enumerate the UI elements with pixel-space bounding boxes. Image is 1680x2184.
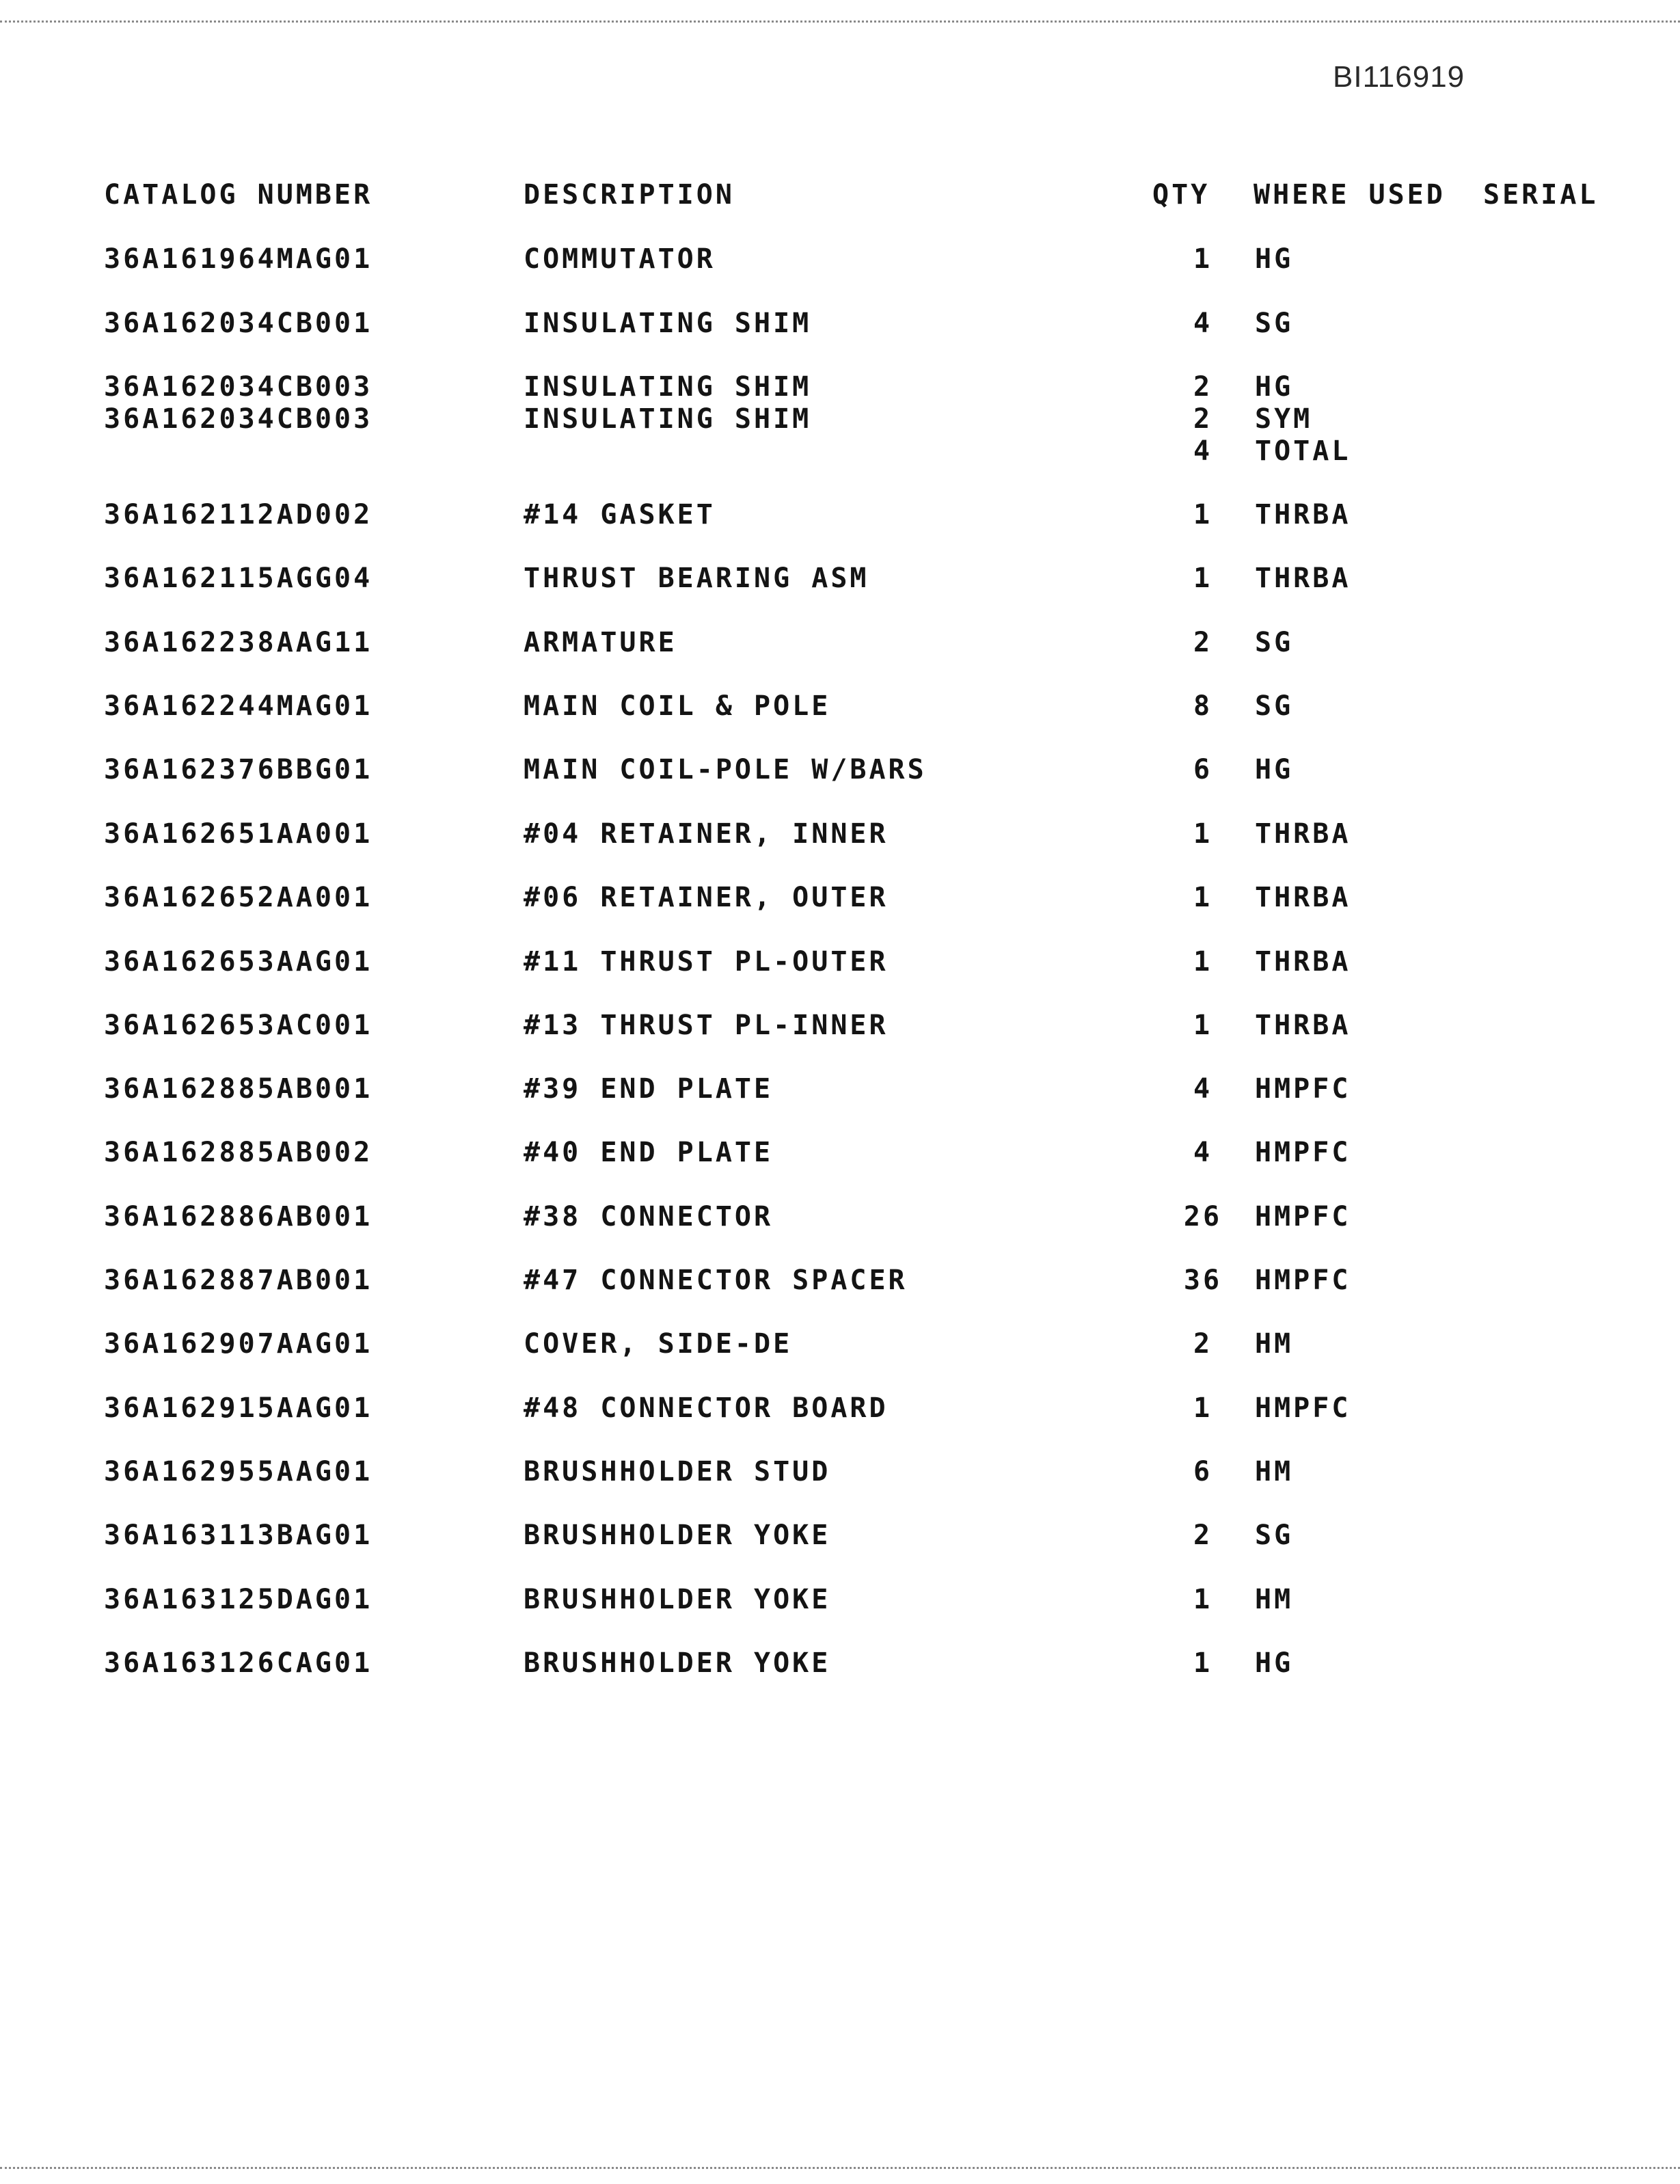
header-catalog-number: CATALOG NUMBER: [104, 179, 373, 211]
table-row: [0, 946, 1680, 982]
description-cell: #13 THRUST PL-INNER: [524, 1010, 889, 1041]
qty-cell: 6: [1193, 1456, 1213, 1487]
qty-cell: 1: [1193, 1647, 1213, 1679]
scan-border-top: [0, 21, 1680, 23]
qty-cell: 4: [1193, 1073, 1213, 1105]
qty-cell: 2: [1193, 627, 1213, 658]
catalog-number-cell: 36A162955AAG01: [104, 1456, 373, 1487]
description-cell: ARMATURE: [524, 627, 677, 658]
description-cell: #04 RETAINER, INNER: [524, 818, 889, 850]
qty-cell: 4: [1193, 308, 1213, 339]
catalog-number-cell: 36A162651AA001: [104, 818, 373, 850]
catalog-number-cell: 36A162115AGG04: [104, 563, 373, 594]
where-used-cell: SG: [1255, 690, 1294, 722]
table-row: [0, 308, 1680, 343]
description-cell: #47 CONNECTOR SPACER: [524, 1265, 908, 1296]
qty-cell: 6: [1193, 754, 1213, 785]
table-row: [0, 1456, 1680, 1492]
qty-cell: 1: [1193, 499, 1213, 530]
qty-cell: 1: [1193, 1584, 1213, 1615]
header-serial: SERIAL: [1483, 179, 1599, 211]
where-used-cell: HMPFC: [1255, 1201, 1351, 1232]
qty-cell: 1: [1193, 1010, 1213, 1041]
catalog-number-cell: 36A162915AAG01: [104, 1392, 373, 1424]
catalog-number-cell: 36A162652AA001: [104, 882, 373, 913]
table-row: [0, 627, 1680, 662]
catalog-number-cell: 36A162112AD002: [104, 499, 373, 530]
table-row: [0, 1328, 1680, 1364]
where-used-cell: HMPFC: [1255, 1137, 1351, 1168]
description-cell: BRUSHHOLDER STUD: [524, 1456, 831, 1487]
description-cell: BRUSHHOLDER YOKE: [524, 1647, 831, 1679]
where-used-cell: TOTAL: [1255, 435, 1351, 467]
description-cell: #39 END PLATE: [524, 1073, 774, 1105]
table-row: [0, 243, 1680, 279]
qty-cell: 1: [1193, 243, 1213, 275]
catalog-number-cell: 36A163126CAG01: [104, 1647, 373, 1679]
where-used-cell: SG: [1255, 308, 1294, 339]
description-cell: #48 CONNECTOR BOARD: [524, 1392, 889, 1424]
table-row: [0, 371, 1680, 407]
table-row: [0, 754, 1680, 790]
qty-cell: 1: [1193, 882, 1213, 913]
qty-cell: 36: [1183, 1265, 1223, 1296]
catalog-number-cell: 36A162653AC001: [104, 1010, 373, 1041]
where-used-cell: HG: [1255, 243, 1294, 275]
catalog-number-cell: 36A162034CB003: [104, 371, 373, 403]
table-row: [0, 1201, 1680, 1237]
table-row: [0, 499, 1680, 535]
catalog-number-cell: 36A162244MAG01: [104, 690, 373, 722]
description-cell: BRUSHHOLDER YOKE: [524, 1584, 831, 1615]
table-row: [0, 1584, 1680, 1619]
catalog-number-cell: 36A162907AAG01: [104, 1328, 373, 1360]
table-row: [0, 1392, 1680, 1428]
where-used-cell: THRBA: [1255, 946, 1351, 978]
description-cell: COVER, SIDE-DE: [524, 1328, 793, 1360]
header-qty: QTY: [1152, 179, 1210, 211]
catalog-number-cell: 36A162376BBG01: [104, 754, 373, 785]
description-cell: THRUST BEARING ASM: [524, 563, 869, 594]
header-where-used: WHERE USED: [1254, 179, 1446, 211]
table-row: [0, 1647, 1680, 1683]
where-used-cell: THRBA: [1255, 563, 1351, 594]
catalog-number-cell: 36A161964MAG01: [104, 243, 373, 275]
where-used-cell: HM: [1255, 1584, 1294, 1615]
where-used-cell: HMPFC: [1255, 1392, 1351, 1424]
table-row: [0, 1265, 1680, 1300]
where-used-cell: HM: [1255, 1456, 1294, 1487]
qty-cell: 8: [1193, 690, 1213, 722]
table-row: [0, 403, 1680, 439]
catalog-number-cell: 36A162885AB002: [104, 1137, 373, 1168]
qty-cell: 1: [1193, 818, 1213, 850]
qty-cell: 2: [1193, 371, 1213, 403]
catalog-number-cell: 36A162885AB001: [104, 1073, 373, 1105]
table-row: [0, 563, 1680, 598]
catalog-number-cell: 36A162034CB003: [104, 403, 373, 435]
table-row: [0, 1010, 1680, 1045]
catalog-number-cell: 36A162653AAG01: [104, 946, 373, 978]
where-used-cell: THRBA: [1255, 1010, 1351, 1041]
description-cell: #40 END PLATE: [524, 1137, 774, 1168]
catalog-number-cell: 36A162238AAG11: [104, 627, 373, 658]
qty-cell: 2: [1193, 403, 1213, 435]
scan-border-bottom: [0, 2167, 1680, 2169]
where-used-cell: THRBA: [1255, 499, 1351, 530]
table-row: [0, 882, 1680, 917]
where-used-cell: HMPFC: [1255, 1073, 1351, 1105]
qty-cell: 26: [1183, 1201, 1223, 1232]
qty-cell: 4: [1193, 435, 1213, 467]
table-header: [0, 179, 1680, 215]
catalog-number-cell: 36A162887AB001: [104, 1265, 373, 1296]
document-id: BI116919: [1333, 60, 1465, 94]
qty-cell: 2: [1193, 1520, 1213, 1551]
table-row-total: [0, 435, 1680, 471]
table-row: [0, 1073, 1680, 1109]
catalog-number-cell: 36A162034CB001: [104, 308, 373, 339]
table-row: [0, 1137, 1680, 1172]
description-cell: #38 CONNECTOR: [524, 1201, 774, 1232]
description-cell: BRUSHHOLDER YOKE: [524, 1520, 831, 1551]
qty-cell: 4: [1193, 1137, 1213, 1168]
description-cell: #06 RETAINER, OUTER: [524, 882, 889, 913]
description-cell: MAIN COIL-POLE W/BARS: [524, 754, 927, 785]
where-used-cell: SG: [1255, 1520, 1294, 1551]
table-row: [0, 818, 1680, 854]
qty-cell: 2: [1193, 1328, 1213, 1360]
where-used-cell: HG: [1255, 754, 1294, 785]
description-cell: INSULATING SHIM: [524, 308, 812, 339]
description-cell: MAIN COIL & POLE: [524, 690, 831, 722]
description-cell: #14 GASKET: [524, 499, 716, 530]
catalog-number-cell: 36A162886AB001: [104, 1201, 373, 1232]
where-used-cell: HM: [1255, 1328, 1294, 1360]
table-row: [0, 1520, 1680, 1555]
where-used-cell: THRBA: [1255, 818, 1351, 850]
header-description: DESCRIPTION: [524, 179, 735, 211]
description-cell: INSULATING SHIM: [524, 403, 812, 435]
description-cell: INSULATING SHIM: [524, 371, 812, 403]
description-cell: COMMUTATOR: [524, 243, 716, 275]
table-row: [0, 690, 1680, 726]
where-used-cell: THRBA: [1255, 882, 1351, 913]
where-used-cell: SG: [1255, 627, 1294, 658]
description-cell: #11 THRUST PL-OUTER: [524, 946, 889, 978]
catalog-number-cell: 36A163125DAG01: [104, 1584, 373, 1615]
where-used-cell: HMPFC: [1255, 1265, 1351, 1296]
where-used-cell: HG: [1255, 1647, 1294, 1679]
qty-cell: 1: [1193, 1392, 1213, 1424]
qty-cell: 1: [1193, 563, 1213, 594]
where-used-cell: SYM: [1255, 403, 1313, 435]
where-used-cell: HG: [1255, 371, 1294, 403]
catalog-number-cell: 36A163113BAG01: [104, 1520, 373, 1551]
qty-cell: 1: [1193, 946, 1213, 978]
